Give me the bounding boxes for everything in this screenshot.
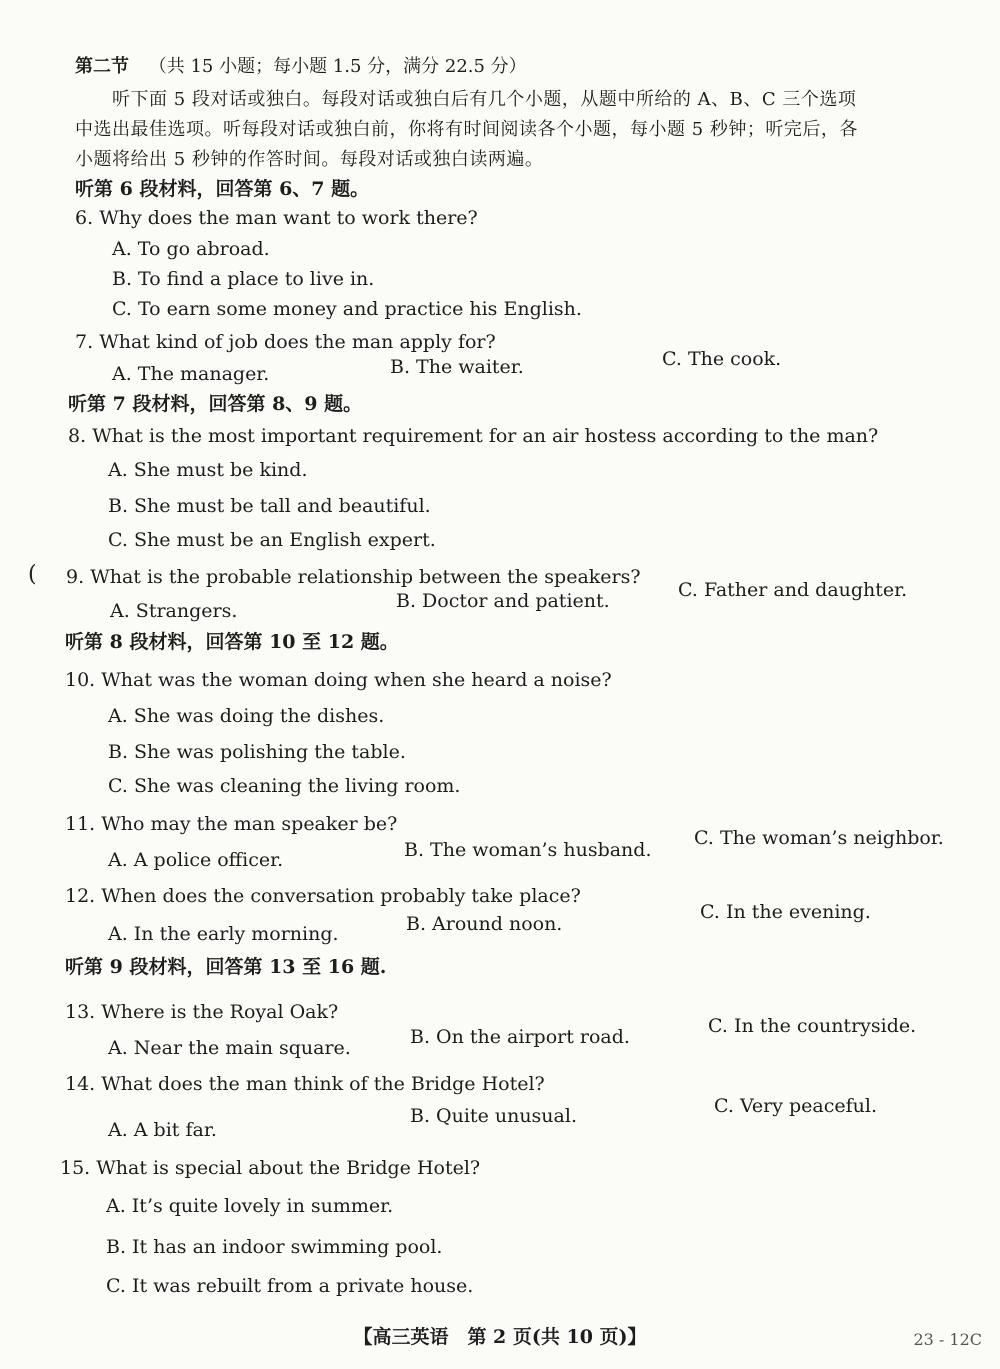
question-number: 15.: [60, 1157, 91, 1179]
option-b: B. On the airport road.: [410, 1026, 630, 1048]
paper-code: 23 - 12C: [913, 1330, 982, 1349]
question-text: What is the most important requirement for an air hostess according to the man?: [92, 425, 879, 447]
section-title: 第二节: [75, 56, 129, 77]
margin-mark: (: [28, 562, 37, 587]
option-b: B. The waiter.: [390, 356, 524, 378]
option-b: B. She must be tall and beautiful.: [108, 495, 431, 517]
option-b: B. The woman’s husband.: [404, 839, 652, 861]
page-footer: 【高三英语 第 2 页(共 10 页)】: [353, 1326, 647, 1348]
question-6: [75, 206, 478, 230]
option-c: C. The woman’s neighbor.: [694, 827, 944, 849]
question-11: [65, 812, 397, 836]
option-a: A. Near the main square.: [108, 1037, 351, 1059]
question-13: [65, 1000, 338, 1024]
segment-heading: 听第 6 段材料，回答第 6、7 题。: [75, 178, 370, 200]
instruction-line-3: 小题将给出 5 秒钟的作答时间。每段对话或独白读两遍。: [75, 149, 544, 170]
question-number: 6.: [75, 207, 94, 229]
option-c: C. Father and daughter.: [678, 579, 908, 601]
question-number: 13.: [65, 1001, 96, 1023]
question-number: 7.: [75, 331, 94, 353]
option-c: C. Very peaceful.: [714, 1095, 878, 1117]
segment-heading: 听第 7 段材料，回答第 8、9 题。: [68, 393, 363, 415]
option-c: C. In the countryside.: [708, 1015, 917, 1037]
question-text: What is special about the Bridge Hotel?: [96, 1157, 481, 1179]
question-9: [66, 565, 641, 589]
question-number: 9.: [66, 566, 85, 588]
segment-heading: 听第 9 段材料，回答第 13 至 16 题.: [65, 956, 387, 978]
question-7: [75, 330, 496, 354]
option-a: A. The manager.: [112, 363, 270, 385]
question-number: 8.: [68, 425, 87, 447]
option-c: C. To earn some money and practice his English.: [112, 298, 582, 320]
option-b: B. To find a place to live in.: [112, 268, 375, 290]
question-number: 14.: [65, 1073, 96, 1095]
question-12: [65, 884, 581, 908]
question-number: 11.: [65, 813, 96, 835]
option-b: B. She was polishing the table.: [108, 741, 406, 763]
option-a: A. Strangers.: [110, 600, 238, 622]
option-a: A. She was doing the dishes.: [108, 705, 385, 727]
segment-heading: 听第 8 段材料，回答第 10 至 12 题。: [65, 631, 399, 653]
option-a: A. A police officer.: [108, 849, 284, 871]
question-text: What was the woman doing when she heard a noise?: [101, 669, 612, 691]
option-a: A. A bit far.: [108, 1119, 217, 1141]
question-text: Where is the Royal Oak?: [101, 1001, 339, 1023]
question-text: When does the conversation probably take place?: [101, 885, 581, 907]
option-c: C. It was rebuilt from a private house.: [106, 1275, 474, 1297]
option-b: B. It has an indoor swimming pool.: [106, 1236, 443, 1258]
instruction-line-2: 中选出最佳选项。听每段对话或独白前，你将有时间阅读各个小题，每小题 5 秒钟；听完后，各: [75, 119, 858, 140]
question-text: Why does the man want to work there?: [99, 207, 478, 229]
question-14: [65, 1072, 545, 1096]
option-a: A. To go abroad.: [112, 238, 270, 260]
question-10: [65, 668, 612, 692]
question-text: What kind of job does the man apply for?: [99, 331, 496, 353]
section-scoring: （共 15 小题；每小题 1.5 分，满分 22.5 分）: [148, 56, 527, 77]
option-c: C. In the evening.: [700, 901, 871, 923]
option-a: A. She must be kind.: [108, 459, 308, 481]
option-a: A. It’s quite lovely in summer.: [106, 1195, 394, 1217]
question-text: Who may the man speaker be?: [101, 813, 398, 835]
instruction-line-1: 听下面 5 段对话或独白。每段对话或独白后有几个小题，从题中所给的 A、B、C 三个选项: [112, 89, 857, 110]
option-c: C. She must be an English expert.: [108, 529, 436, 551]
question-8: [68, 424, 878, 448]
option-a: A. In the early morning.: [108, 923, 339, 945]
question-text: What is the probable relationship between the speakers?: [90, 566, 641, 588]
question-number: 10.: [65, 669, 96, 691]
question-text: What does the man think of the Bridge Hotel?: [101, 1073, 545, 1095]
section-header: [75, 55, 527, 79]
option-b: B. Doctor and patient.: [396, 590, 610, 612]
option-c: C. The cook.: [662, 348, 782, 370]
option-b: B. Around noon.: [406, 913, 563, 935]
question-15: [60, 1156, 480, 1180]
option-c: C. She was cleaning the living room.: [108, 775, 461, 797]
question-number: 12.: [65, 885, 96, 907]
option-b: B. Quite unusual.: [410, 1105, 577, 1127]
